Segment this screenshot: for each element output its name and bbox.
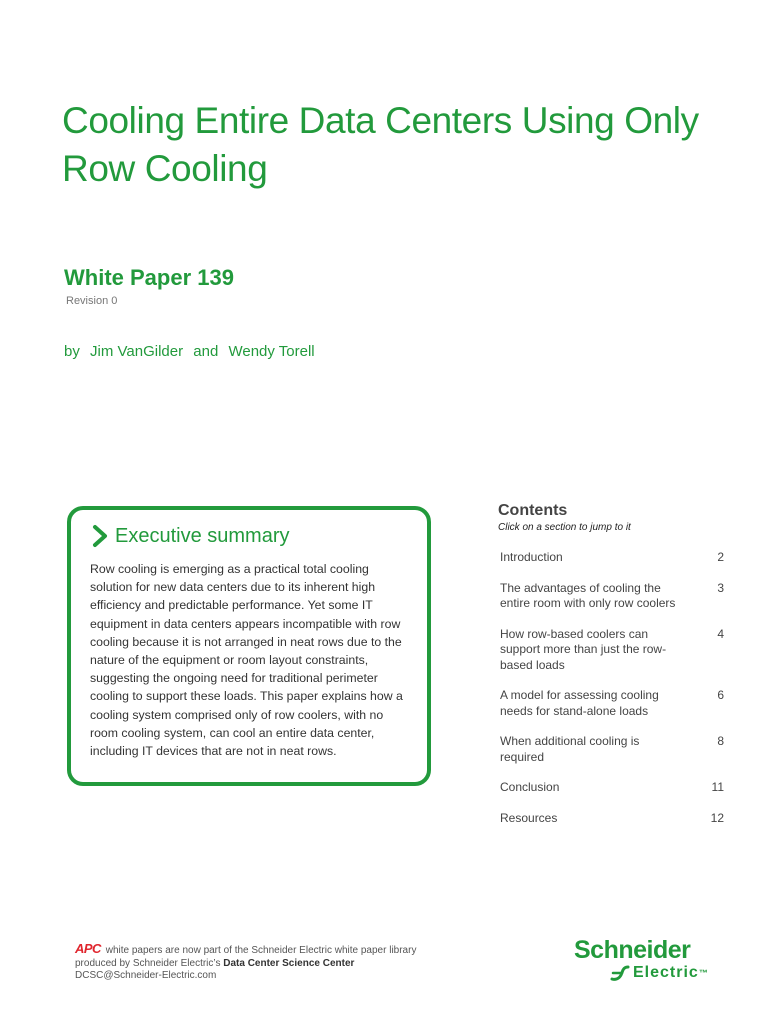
toc-item-page: 4 [717,626,724,641]
authors-and: and [193,343,219,360]
toc-item-label: When additional cooling is required [500,734,640,764]
chevron-right-icon [91,524,109,548]
toc-item-label: The advantages of cooling the entire room with only row coolers [500,580,676,610]
authors-by: by [64,343,80,360]
toc-item[interactable] [500,734,724,765]
executive-summary-text: Row cooling is emerging as a practical total cooling solution for new data centers due to its inherent high efficiency and predictable performance. Yet some IT equipment in data centers appears incompatible with row cooling because it is not arranged in neat rows due to the nature of the equipment or room layout constraints, suggesting the ongoing need for traditional perimeter cooling to support these loads. This paper explains how a cooling system comprised only of row coolers, with no room cooling system, can cool an entire data center, including IT devices that are not in neat rows. [90,562,403,759]
contents-heading: Contents [498,502,568,519]
toc-item[interactable] [500,550,724,566]
toc-item-page: 11 [711,780,724,794]
authors-line [64,343,321,360]
toc-item-page: 2 [717,550,724,564]
table-of-contents [500,550,724,826]
footer-email[interactable]: DCSC@Schneider-Electric.com [75,970,217,982]
toc-item[interactable] [500,811,724,827]
revision-label: Revision 0 [66,295,118,307]
toc-item-label: Resources [500,810,558,825]
dcsc-name: Data Center Science Center [223,957,355,969]
executive-summary-heading: Executive summary [115,524,290,547]
white-paper-number: White Paper 139 [64,265,234,290]
logo-schneider-word: Schneider [574,936,691,964]
logo-trademark: ™ [698,968,708,978]
author-name: Wendy Torell [228,343,315,360]
toc-item-page: 6 [717,688,724,702]
toc-item[interactable] [500,627,724,674]
toc-item[interactable] [500,581,724,612]
toc-item-label: A model for assessing cooling needs for stand-alone loads [500,688,659,718]
author-name: Jim VanGilder [90,343,184,360]
executive-summary-box [67,506,431,786]
schneider-mark-icon [610,964,630,982]
footer-line-1 [75,943,416,958]
footer-text: white papers are now part of the Schneider Electric white paper library [102,945,417,956]
logo-electric-word: Electric [633,964,699,981]
toc-item-page: 3 [717,580,724,595]
footer-note [75,943,416,983]
toc-item[interactable] [500,780,724,796]
toc-item-page: 8 [717,734,724,748]
toc-item[interactable] [500,688,724,719]
toc-item-label: Conclusion [500,780,560,794]
apc-logo: APC [75,941,101,956]
toc-item-label: Introduction [500,550,563,564]
contents-subheading: Click on a section to jump to it [498,522,631,533]
schneider-electric-logo [574,936,714,982]
toc-item-label: How row-based coolers can support more than just the row-based loads [500,626,667,672]
executive-summary-header [91,524,290,548]
document-title: Cooling Entire Data Centers Using Only Row Cooling [62,100,699,189]
logo-electric-row [610,964,714,982]
footer-text: produced by Schneider Electric’s [75,957,224,969]
toc-item-page: 12 [710,810,724,825]
footer-line-2 [75,958,416,971]
